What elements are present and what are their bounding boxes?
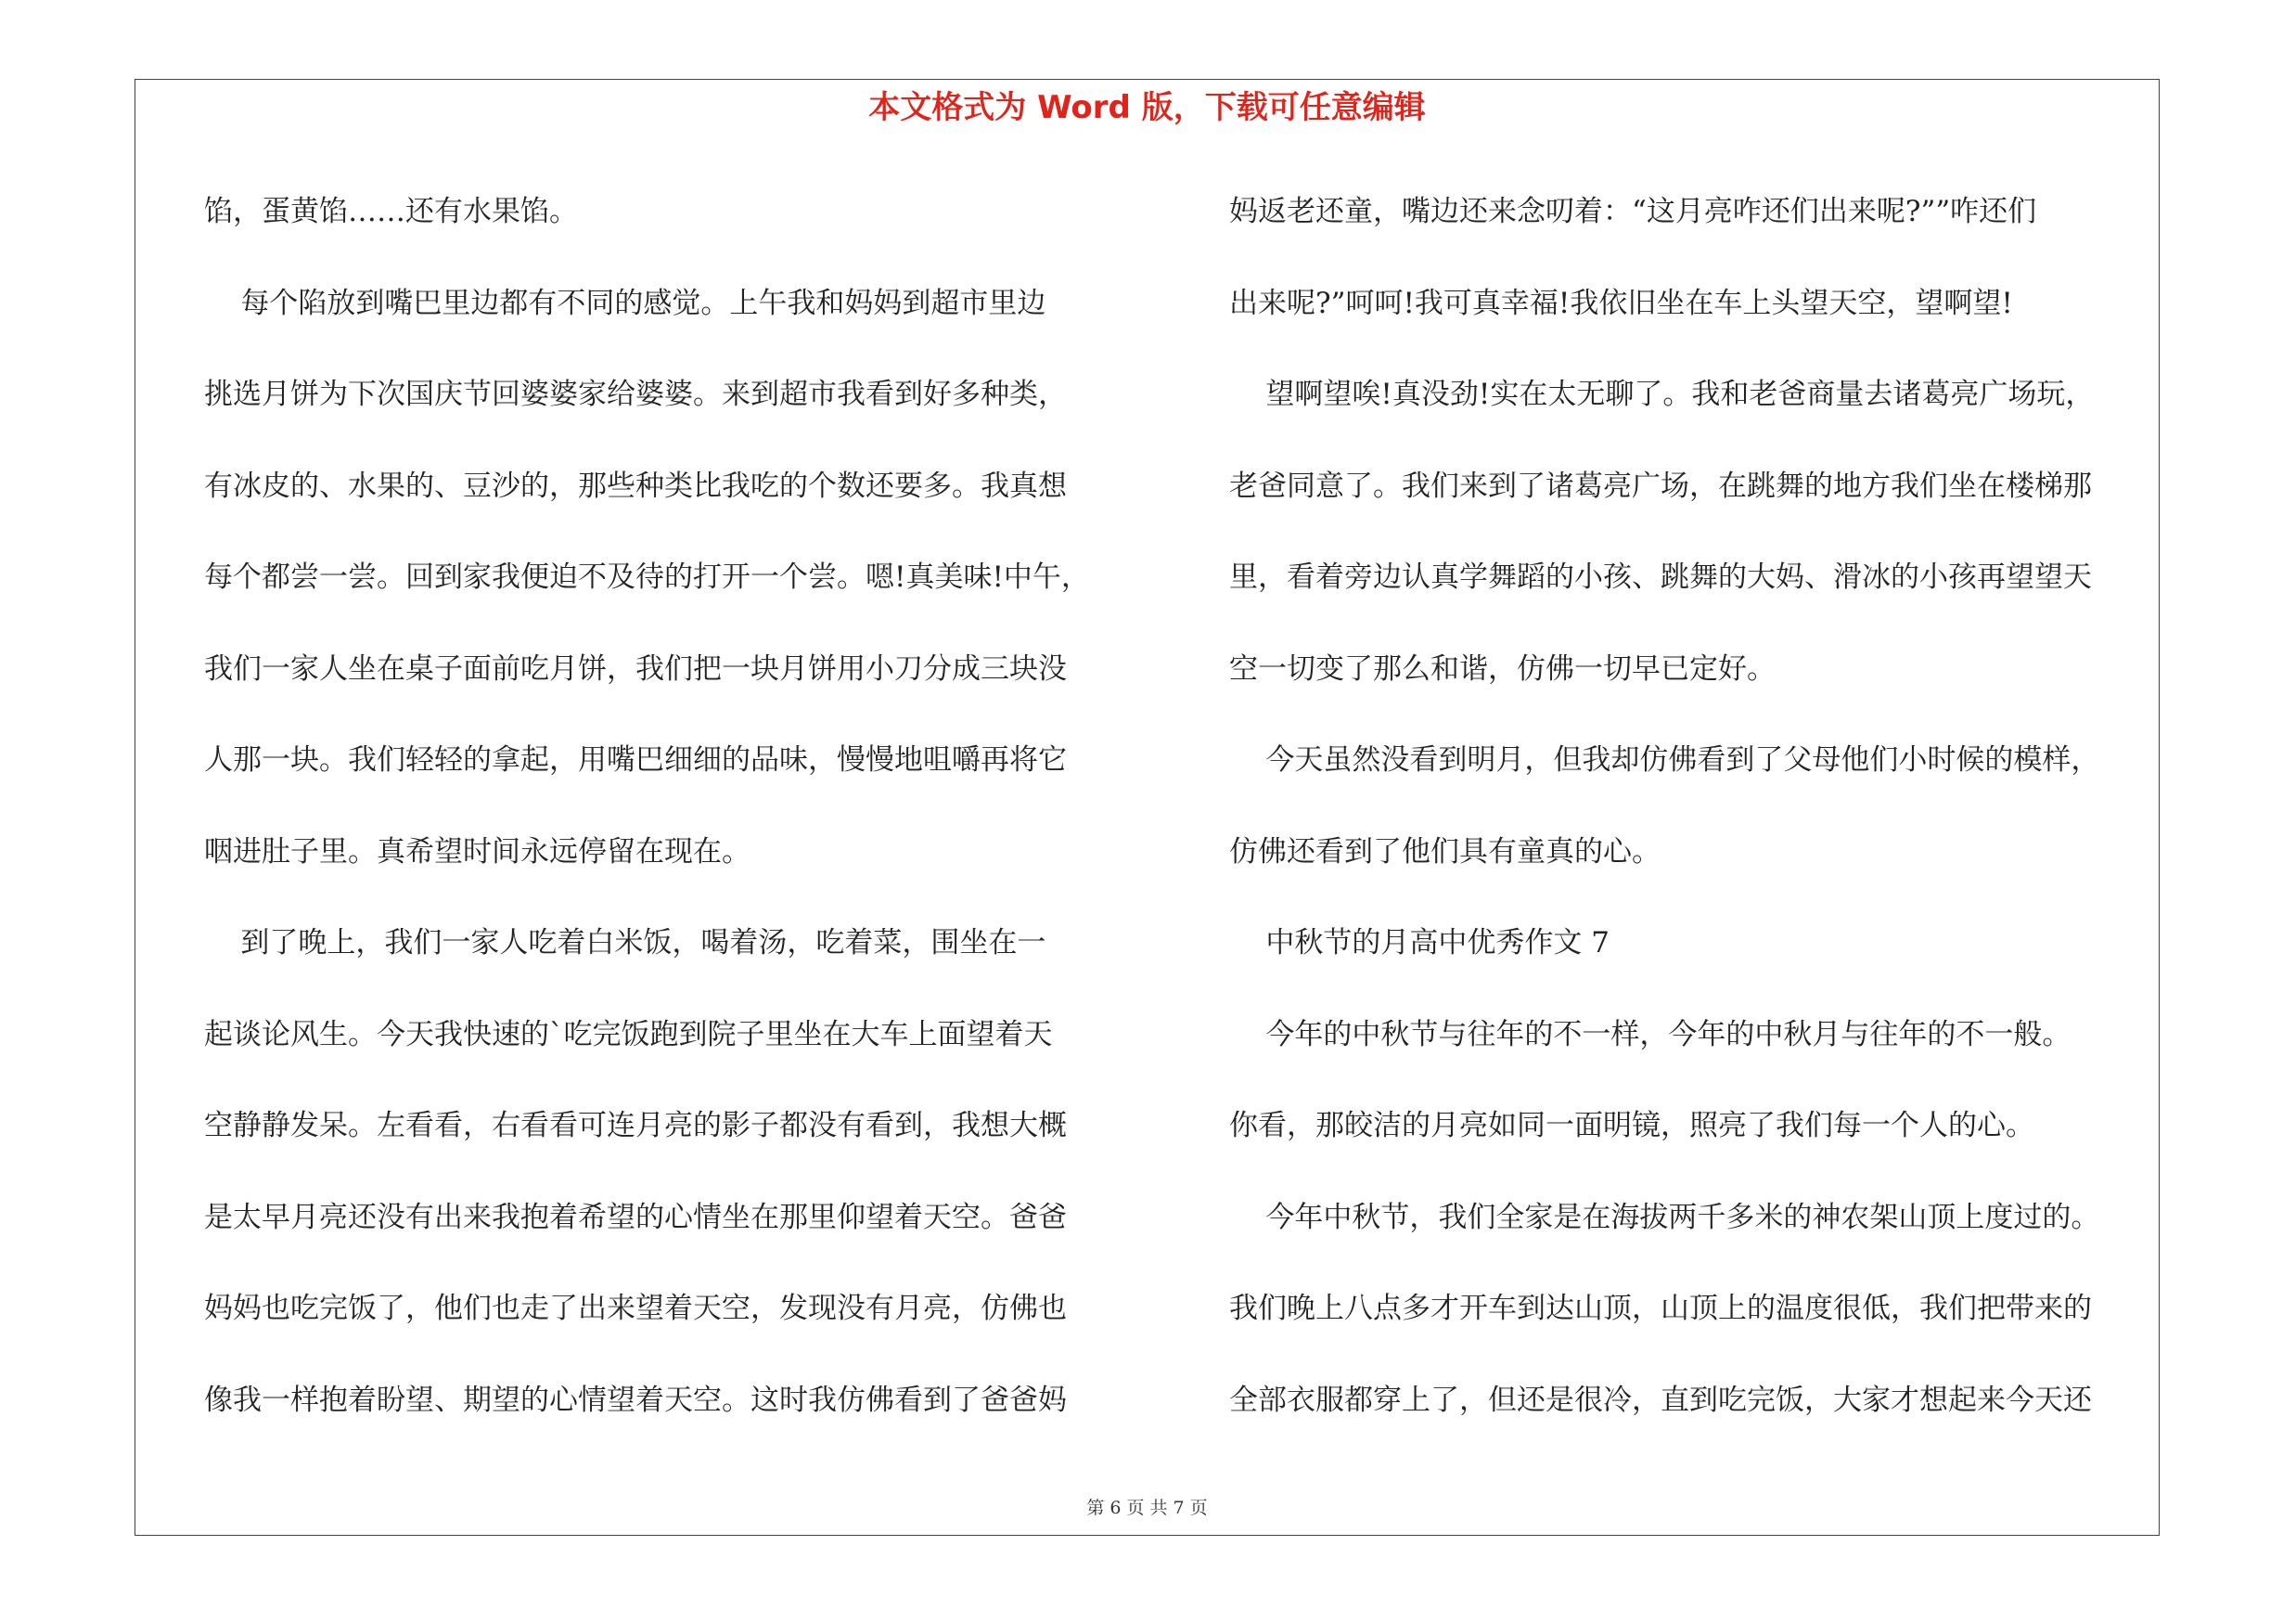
text-line: 我们晚上八点多才开车到达山顶，山顶上的温度很低，我们把带来的: [1229, 1292, 2092, 1325]
text-line: 到了晚上，我们一家人吃着白米饭，喝着汤，吃着菜，围坐在一: [204, 926, 1046, 960]
text-line: 馅，蛋黄馅……还有水果馅。: [204, 195, 578, 228]
page-number: 第 6 页 共 7 页: [1086, 1498, 1208, 1518]
text-line: 妈妈也吃完饭了，他们也走了出来望着天空，发现没有月亮，仿佛也: [204, 1292, 1067, 1325]
text-line: 空静静发呆。左看看，右看看可连月亮的影子都没有看到，我想大概: [204, 1109, 1067, 1142]
text-line: 我们一家人坐在桌子面前吃月饼，我们把一块月饼用小刀分成三块没: [204, 651, 1067, 686]
text-line: 咽进肚子里。真希望时间永远停留在现在。: [204, 834, 750, 869]
document-header: 本文格式为 Word 版，下载可任意编辑: [868, 89, 1426, 126]
right-column: [1229, 181, 2171, 1461]
text-line: 今天虽然没看到明月，但我却仿佛看到了父母他们小时候的模样，: [1229, 743, 2100, 777]
text-line: 空一切变了那么和谐，仿佛一切早已定好。: [1229, 651, 1776, 686]
section-heading: 中秋节的月高中优秀作文 7: [1229, 926, 1610, 960]
text-line: 今年的中秋节与往年的不一样，今年的中秋月与往年的不一般。: [1229, 1017, 2072, 1051]
text-line: 挑选月饼为下次国庆节回婆婆家给婆婆。来到超市我看到好多种类，: [204, 378, 1067, 411]
text-line: 是太早月亮还没有出来我抱着希望的心情坐在那里仰望着天空。爸爸: [204, 1200, 1067, 1234]
text-line: 出来呢?”呵呵!我可真幸福!我依旧坐在车上头望天空，望啊望!: [1229, 286, 2013, 320]
text-line: 起谈论风生。今天我快速的`吃完饭跑到院子里坐在大车上面望着天: [204, 1017, 1053, 1051]
text-line: 每个都尝一尝。回到家我便迫不及待的打开一个尝。嗯!真美味!中午，: [204, 560, 1090, 594]
text-line: 人那一块。我们轻轻的拿起，用嘴巴细细的品味，慢慢地咀嚼再将它: [204, 743, 1067, 777]
text-line: 老爸同意了。我们来到了诸葛亮广场，在跳舞的地方我们坐在楼梯那: [1229, 469, 2092, 503]
text-line: 像我一样抱着盼望、期望的心情望着天空。这时我仿佛看到了爸爸妈: [204, 1383, 1067, 1417]
text-line: 望啊望唉!真没劲!实在太无聊了。我和老爸商量去诸葛亮广场玩，: [1229, 378, 2095, 411]
text-line: 有冰皮的、水果的、豆沙的，那些种类比我吃的个数还要多。我真想: [204, 469, 1067, 503]
text-line: 你看，那皎洁的月亮如同一面明镜，照亮了我们每一个人的心。: [1229, 1109, 2034, 1142]
text-line: 妈返老还童，嘴边还来念叨着：“这月亮咋还们出来呢?””咋还们: [1229, 195, 2037, 228]
text-line: 全部衣服都穿上了，但还是很冷，直到吃完饭，大家才想起来今天还: [1229, 1383, 2092, 1417]
text-line: 今年中秋节，我们全家是在海拔两千多米的神农架山顶上度过的。: [1229, 1200, 2100, 1234]
text-line: 仿佛还看到了他们具有童真的心。: [1229, 834, 1661, 869]
text-line: 里，看着旁边认真学舞蹈的小孩、跳舞的大妈、滑冰的小孩再望望天: [1229, 560, 2092, 594]
text-line: 每个陷放到嘴巴里边都有不同的感觉。上午我和妈妈到超市里边: [204, 286, 1046, 320]
left-column: [204, 181, 1132, 1461]
